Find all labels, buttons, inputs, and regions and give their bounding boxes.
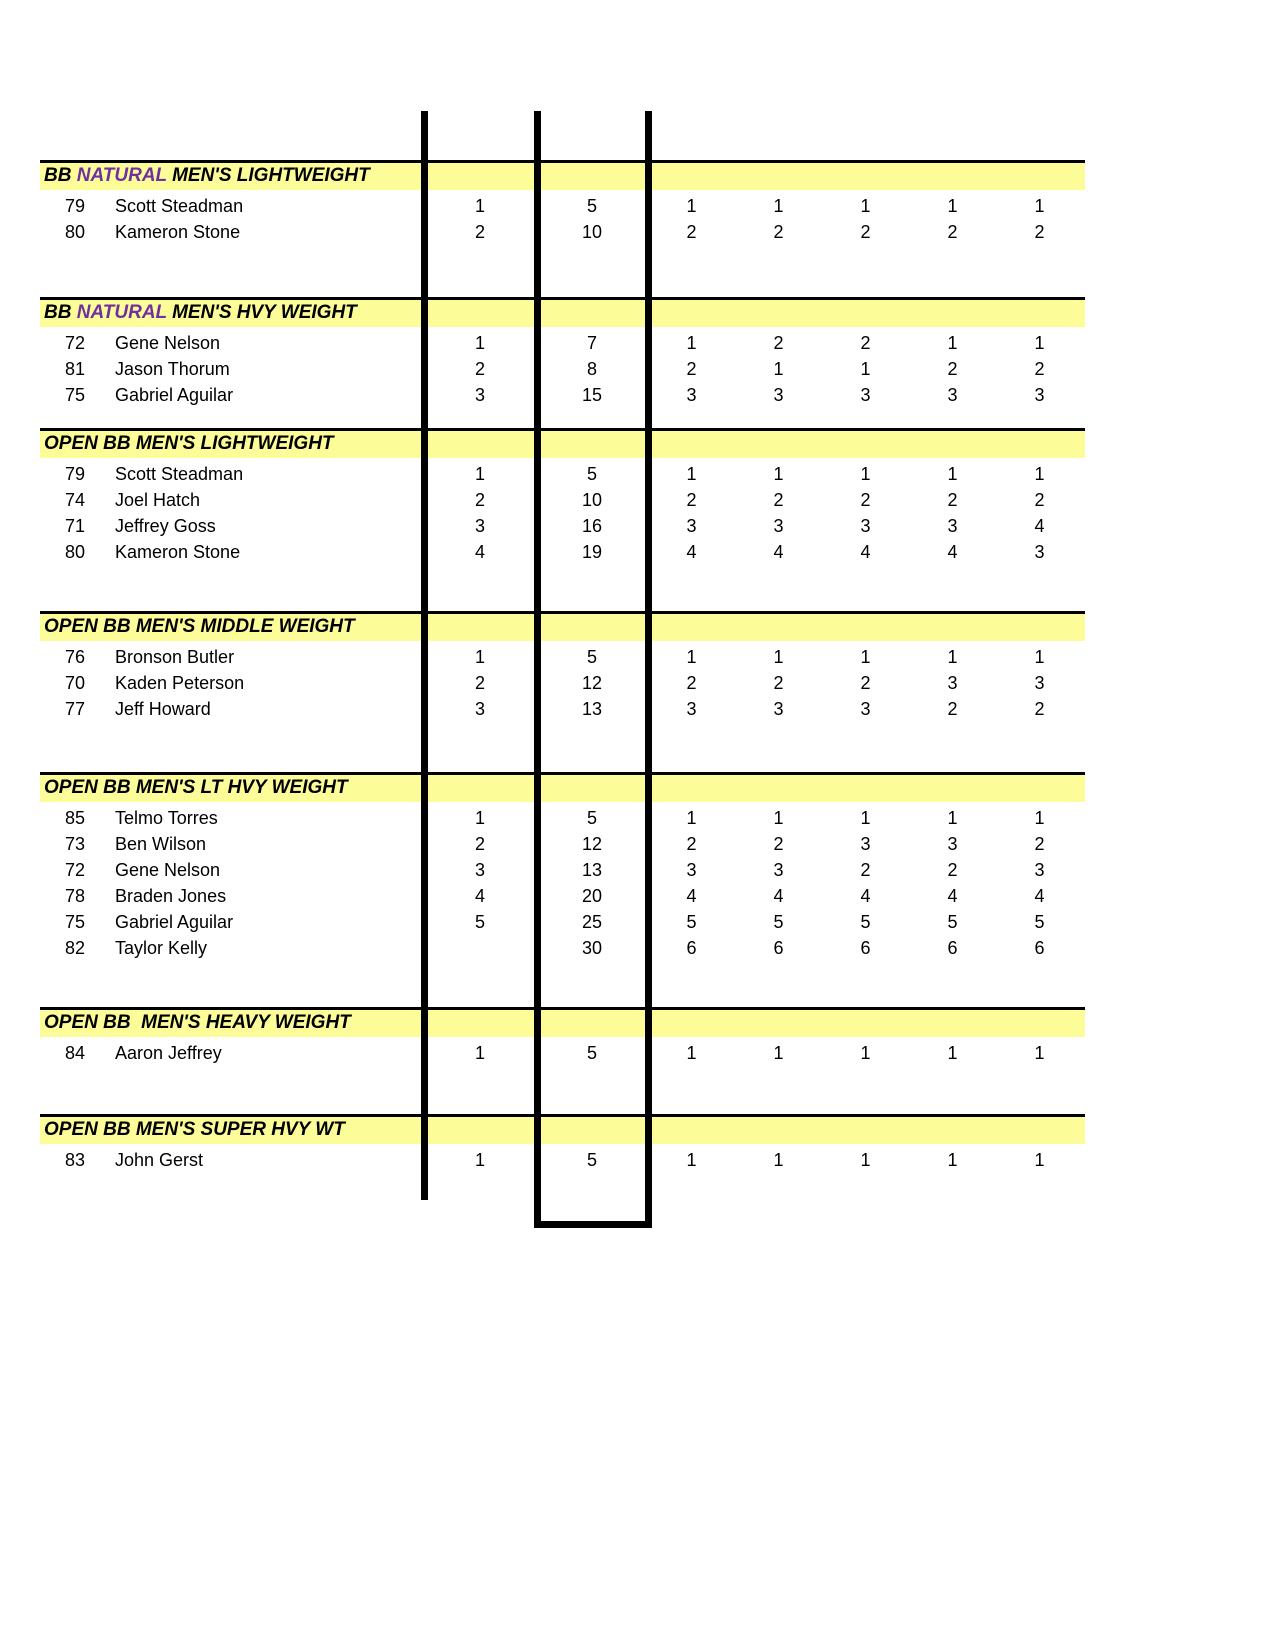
place-cell: 1 bbox=[474, 647, 485, 667]
section-title bbox=[44, 431, 334, 458]
competitor-row bbox=[40, 513, 1085, 539]
judge-5-score-cell: 2 bbox=[1034, 834, 1045, 854]
place-cell: 1 bbox=[474, 1043, 485, 1063]
competitor-number-cell: 80 bbox=[64, 542, 86, 562]
judge-1-score-cell: 2 bbox=[686, 490, 697, 510]
total-score-cell: 20 bbox=[581, 886, 603, 906]
place-cell: 1 bbox=[474, 464, 485, 484]
total-score-cell: 16 bbox=[581, 516, 603, 536]
judge-3-score-cell: 3 bbox=[860, 516, 871, 536]
thick-box-bottom-line bbox=[534, 1221, 652, 1228]
judge-2-score-cell: 4 bbox=[773, 886, 784, 906]
place-cell: 3 bbox=[474, 699, 485, 719]
judge-3-score-cell: 6 bbox=[860, 938, 871, 958]
judge-4-score-cell: 4 bbox=[947, 542, 958, 562]
place-cell: 1 bbox=[474, 1150, 485, 1170]
place-cell: 2 bbox=[474, 359, 485, 379]
section-title-segment: BB bbox=[44, 302, 77, 323]
place-cell: 2 bbox=[474, 222, 485, 242]
judge-2-score-cell: 2 bbox=[773, 490, 784, 510]
total-score-cell: 25 bbox=[581, 912, 603, 932]
place-cell: 3 bbox=[474, 516, 485, 536]
judge-3-score-cell: 3 bbox=[860, 834, 871, 854]
judge-4-score-cell: 1 bbox=[947, 1043, 958, 1063]
judge-2-score-cell: 1 bbox=[773, 359, 784, 379]
competitor-name-cell: Gene Nelson bbox=[115, 333, 221, 353]
total-score-cell: 5 bbox=[586, 196, 597, 216]
total-score-cell: 12 bbox=[581, 673, 603, 693]
judge-4-score-cell: 5 bbox=[947, 912, 958, 932]
competitor-number-cell: 71 bbox=[64, 516, 86, 536]
competitor-number-cell: 74 bbox=[64, 490, 86, 510]
judge-3-score-cell: 1 bbox=[860, 464, 871, 484]
judge-4-score-cell: 3 bbox=[947, 673, 958, 693]
judge-3-score-cell: 2 bbox=[860, 222, 871, 242]
judge-1-score-cell: 2 bbox=[686, 834, 697, 854]
competitor-name-cell: Jason Thorum bbox=[115, 359, 230, 379]
competitor-name-cell: Braden Jones bbox=[115, 886, 227, 906]
judge-2-score-cell: 1 bbox=[773, 808, 784, 828]
judge-2-score-cell: 1 bbox=[773, 196, 784, 216]
judge-4-score-cell: 3 bbox=[947, 385, 958, 405]
judge-2-score-cell: 5 bbox=[773, 912, 784, 932]
competitor-name-cell: Kameron Stone bbox=[115, 222, 241, 242]
judge-5-score-cell: 3 bbox=[1034, 385, 1045, 405]
judge-1-score-cell: 5 bbox=[686, 912, 697, 932]
section-header bbox=[40, 428, 1085, 458]
judge-1-score-cell: 4 bbox=[686, 886, 697, 906]
place-cell: 2 bbox=[474, 834, 485, 854]
place-cell: 4 bbox=[474, 886, 485, 906]
judge-5-score-cell: 3 bbox=[1034, 542, 1045, 562]
competitor-row bbox=[40, 382, 1085, 408]
judge-1-score-cell: 6 bbox=[686, 938, 697, 958]
competitor-number-cell: 78 bbox=[64, 886, 86, 906]
competitor-name-cell: Bronson Butler bbox=[115, 647, 235, 667]
place-cell: 1 bbox=[474, 196, 485, 216]
competitor-name-cell: Gene Nelson bbox=[115, 860, 221, 880]
judge-3-score-cell: 1 bbox=[860, 196, 871, 216]
section-title-segment-purple: NATURAL bbox=[76, 302, 167, 323]
total-score-cell: 5 bbox=[586, 647, 597, 667]
section-title bbox=[44, 1010, 351, 1037]
judge-2-score-cell: 2 bbox=[773, 673, 784, 693]
section-title-segment: BB bbox=[44, 165, 77, 186]
section-title-segment: OPEN BB MEN'S MIDDLE WEIGHT bbox=[44, 616, 355, 637]
section-header bbox=[40, 1007, 1085, 1037]
judge-4-score-cell: 2 bbox=[947, 359, 958, 379]
judge-2-score-cell: 2 bbox=[773, 222, 784, 242]
place-cell: 3 bbox=[474, 860, 485, 880]
competitor-number-cell: 72 bbox=[64, 860, 86, 880]
competitor-name-cell: Jeff Howard bbox=[115, 699, 211, 719]
total-score-cell: 12 bbox=[581, 834, 603, 854]
judge-2-score-cell: 1 bbox=[773, 647, 784, 667]
competitor-name-cell: Joel Hatch bbox=[115, 490, 201, 510]
competitor-row bbox=[40, 883, 1085, 909]
section-header bbox=[40, 611, 1085, 641]
judge-3-score-cell: 5 bbox=[860, 912, 871, 932]
section-title-segment-purple: NATURAL bbox=[76, 165, 167, 186]
total-score-cell: 8 bbox=[586, 359, 597, 379]
competitor-number-cell: 75 bbox=[64, 385, 86, 405]
judge-4-score-cell: 6 bbox=[947, 938, 958, 958]
place-cell: 3 bbox=[474, 385, 485, 405]
competitor-number-cell: 70 bbox=[64, 673, 86, 693]
judge-4-score-cell: 1 bbox=[947, 1150, 958, 1170]
judge-4-score-cell: 1 bbox=[947, 808, 958, 828]
section-title-segment: OPEN BB MEN'S LIGHTWEIGHT bbox=[44, 433, 334, 454]
competitor-number-cell: 79 bbox=[64, 464, 86, 484]
section-title-segment: MEN'S LIGHTWEIGHT bbox=[166, 165, 370, 186]
competitor-name-cell: Telmo Torres bbox=[115, 808, 218, 828]
section-title bbox=[44, 614, 355, 641]
competitor-name-cell: Jeffrey Goss bbox=[115, 516, 216, 536]
judge-5-score-cell: 1 bbox=[1034, 464, 1045, 484]
judge-2-score-cell: 3 bbox=[773, 860, 784, 880]
competitor-row bbox=[40, 909, 1085, 935]
competitor-row bbox=[40, 644, 1085, 670]
total-score-cell: 10 bbox=[581, 222, 603, 242]
judge-5-score-cell: 6 bbox=[1034, 938, 1045, 958]
judge-4-score-cell: 2 bbox=[947, 860, 958, 880]
judge-1-score-cell: 3 bbox=[686, 385, 697, 405]
competitor-number-cell: 81 bbox=[64, 359, 86, 379]
judge-3-score-cell: 2 bbox=[860, 673, 871, 693]
judge-3-score-cell: 4 bbox=[860, 886, 871, 906]
judge-2-score-cell: 4 bbox=[773, 542, 784, 562]
judge-5-score-cell: 1 bbox=[1034, 808, 1045, 828]
thick-vertical-line-left bbox=[421, 111, 428, 1200]
judge-4-score-cell: 1 bbox=[947, 647, 958, 667]
judge-2-score-cell: 6 bbox=[773, 938, 784, 958]
competitor-row bbox=[40, 193, 1085, 219]
section-title-segment: OPEN BB MEN'S SUPER HVY WT bbox=[44, 1119, 345, 1140]
competitor-row bbox=[40, 539, 1085, 565]
judge-2-score-cell: 2 bbox=[773, 834, 784, 854]
place-cell bbox=[425, 935, 535, 961]
judge-5-score-cell: 1 bbox=[1034, 196, 1045, 216]
judge-3-score-cell: 1 bbox=[860, 808, 871, 828]
judge-1-score-cell: 1 bbox=[686, 808, 697, 828]
competitor-row bbox=[40, 857, 1085, 883]
competitor-row bbox=[40, 487, 1085, 513]
section-title-segment: OPEN BB MEN'S HEAVY WEIGHT bbox=[44, 1012, 351, 1033]
judge-1-score-cell: 2 bbox=[686, 359, 697, 379]
competitor-name-cell: Kameron Stone bbox=[115, 542, 241, 562]
judge-4-score-cell: 1 bbox=[947, 196, 958, 216]
judge-1-score-cell: 1 bbox=[686, 647, 697, 667]
judge-5-score-cell: 2 bbox=[1034, 699, 1045, 719]
competitor-row bbox=[40, 1040, 1085, 1066]
judge-4-score-cell: 3 bbox=[947, 834, 958, 854]
section-title bbox=[44, 1117, 345, 1144]
competitor-row bbox=[40, 935, 1085, 961]
judge-1-score-cell: 1 bbox=[686, 1150, 697, 1170]
competitor-number-cell: 84 bbox=[64, 1043, 86, 1063]
judge-5-score-cell: 4 bbox=[1034, 516, 1045, 536]
total-score-cell: 7 bbox=[586, 333, 597, 353]
competitor-row bbox=[40, 805, 1085, 831]
judge-3-score-cell: 1 bbox=[860, 1043, 871, 1063]
competitor-number-cell: 80 bbox=[64, 222, 86, 242]
competitor-number-cell: 79 bbox=[64, 196, 86, 216]
competitor-number-cell: 83 bbox=[64, 1150, 86, 1170]
judge-2-score-cell: 3 bbox=[773, 385, 784, 405]
judge-5-score-cell: 5 bbox=[1034, 912, 1045, 932]
competitor-name-cell: Ben Wilson bbox=[115, 834, 207, 854]
total-score-cell: 5 bbox=[586, 464, 597, 484]
judge-1-score-cell: 1 bbox=[686, 464, 697, 484]
competitor-name-cell: Taylor Kelly bbox=[115, 938, 208, 958]
section-title-segment: MEN'S HVY WEIGHT bbox=[166, 302, 357, 323]
judge-3-score-cell: 2 bbox=[860, 860, 871, 880]
judge-5-score-cell: 2 bbox=[1034, 490, 1045, 510]
judge-3-score-cell: 4 bbox=[860, 542, 871, 562]
competitor-name-cell: Gabriel Aguilar bbox=[115, 912, 234, 932]
competitor-row bbox=[40, 330, 1085, 356]
competitor-number-cell: 82 bbox=[64, 938, 86, 958]
judge-1-score-cell: 1 bbox=[686, 1043, 697, 1063]
competitor-number-cell: 75 bbox=[64, 912, 86, 932]
competitor-row bbox=[40, 219, 1085, 245]
judge-5-score-cell: 1 bbox=[1034, 333, 1045, 353]
section-title bbox=[44, 300, 357, 327]
judge-4-score-cell: 4 bbox=[947, 886, 958, 906]
judge-1-score-cell: 1 bbox=[686, 196, 697, 216]
competitor-name-cell: John Gerst bbox=[115, 1150, 204, 1170]
judge-1-score-cell: 3 bbox=[686, 860, 697, 880]
judge-3-score-cell: 1 bbox=[860, 647, 871, 667]
place-cell: 5 bbox=[474, 912, 485, 932]
judge-4-score-cell: 1 bbox=[947, 333, 958, 353]
total-score-cell: 5 bbox=[586, 808, 597, 828]
competitor-number-cell: 77 bbox=[64, 699, 86, 719]
place-cell: 2 bbox=[474, 673, 485, 693]
judge-2-score-cell: 1 bbox=[773, 1043, 784, 1063]
judge-1-score-cell: 1 bbox=[686, 333, 697, 353]
section-title bbox=[44, 775, 348, 802]
total-score-cell: 19 bbox=[581, 542, 603, 562]
judge-5-score-cell: 4 bbox=[1034, 886, 1045, 906]
competitor-row bbox=[40, 356, 1085, 382]
section-title bbox=[44, 163, 370, 190]
judge-1-score-cell: 2 bbox=[686, 673, 697, 693]
judge-1-score-cell: 2 bbox=[686, 222, 697, 242]
section-header bbox=[40, 1114, 1085, 1144]
competitor-number-cell: 85 bbox=[64, 808, 86, 828]
total-score-cell: 5 bbox=[586, 1150, 597, 1170]
judge-1-score-cell: 4 bbox=[686, 542, 697, 562]
judge-1-score-cell: 3 bbox=[686, 516, 697, 536]
place-cell: 4 bbox=[474, 542, 485, 562]
competitor-row bbox=[40, 461, 1085, 487]
judge-3-score-cell: 2 bbox=[860, 333, 871, 353]
thick-vertical-line-box-left bbox=[534, 111, 541, 1228]
total-score-cell: 30 bbox=[581, 938, 603, 958]
competitor-row bbox=[40, 696, 1085, 722]
competitor-name-cell: Scott Steadman bbox=[115, 196, 244, 216]
total-score-cell: 13 bbox=[581, 860, 603, 880]
judge-5-score-cell: 2 bbox=[1034, 359, 1045, 379]
judge-3-score-cell: 1 bbox=[860, 1150, 871, 1170]
judge-5-score-cell: 3 bbox=[1034, 860, 1045, 880]
place-cell: 1 bbox=[474, 333, 485, 353]
judge-5-score-cell: 1 bbox=[1034, 647, 1045, 667]
judge-4-score-cell: 2 bbox=[947, 222, 958, 242]
judge-2-score-cell: 3 bbox=[773, 516, 784, 536]
competitor-number-cell: 73 bbox=[64, 834, 86, 854]
competitor-row bbox=[40, 670, 1085, 696]
competitor-name-cell: Kaden Peterson bbox=[115, 673, 245, 693]
thick-vertical-line-box-right bbox=[645, 111, 652, 1228]
judge-3-score-cell: 2 bbox=[860, 490, 871, 510]
total-score-cell: 5 bbox=[586, 1043, 597, 1063]
competitor-row bbox=[40, 1147, 1085, 1173]
judge-5-score-cell: 2 bbox=[1034, 222, 1045, 242]
place-cell: 1 bbox=[474, 808, 485, 828]
judge-1-score-cell: 3 bbox=[686, 699, 697, 719]
competitor-name-cell: Scott Steadman bbox=[115, 464, 244, 484]
judge-3-score-cell: 1 bbox=[860, 359, 871, 379]
judge-4-score-cell: 3 bbox=[947, 516, 958, 536]
competitor-name-cell: Gabriel Aguilar bbox=[115, 385, 234, 405]
section-header bbox=[40, 297, 1085, 327]
judge-2-score-cell: 3 bbox=[773, 699, 784, 719]
judge-5-score-cell: 3 bbox=[1034, 673, 1045, 693]
judge-5-score-cell: 1 bbox=[1034, 1043, 1045, 1063]
judge-4-score-cell: 2 bbox=[947, 490, 958, 510]
competitor-number-cell: 76 bbox=[64, 647, 86, 667]
section-title-segment: OPEN BB MEN'S LT HVY WEIGHT bbox=[44, 777, 348, 798]
section-header bbox=[40, 160, 1085, 190]
competitor-name-cell: Aaron Jeffrey bbox=[115, 1043, 222, 1063]
place-cell: 2 bbox=[474, 490, 485, 510]
judge-5-score-cell: 1 bbox=[1034, 1150, 1045, 1170]
total-score-cell: 10 bbox=[581, 490, 603, 510]
competitor-row bbox=[40, 831, 1085, 857]
judge-3-score-cell: 3 bbox=[860, 385, 871, 405]
total-score-cell: 15 bbox=[581, 385, 603, 405]
competitor-number-cell: 72 bbox=[64, 333, 86, 353]
judge-3-score-cell: 3 bbox=[860, 699, 871, 719]
judge-4-score-cell: 2 bbox=[947, 699, 958, 719]
judge-2-score-cell: 2 bbox=[773, 333, 784, 353]
judge-2-score-cell: 1 bbox=[773, 1150, 784, 1170]
section-header bbox=[40, 772, 1085, 802]
total-score-cell: 13 bbox=[581, 699, 603, 719]
judge-2-score-cell: 1 bbox=[773, 464, 784, 484]
judge-4-score-cell: 1 bbox=[947, 464, 958, 484]
